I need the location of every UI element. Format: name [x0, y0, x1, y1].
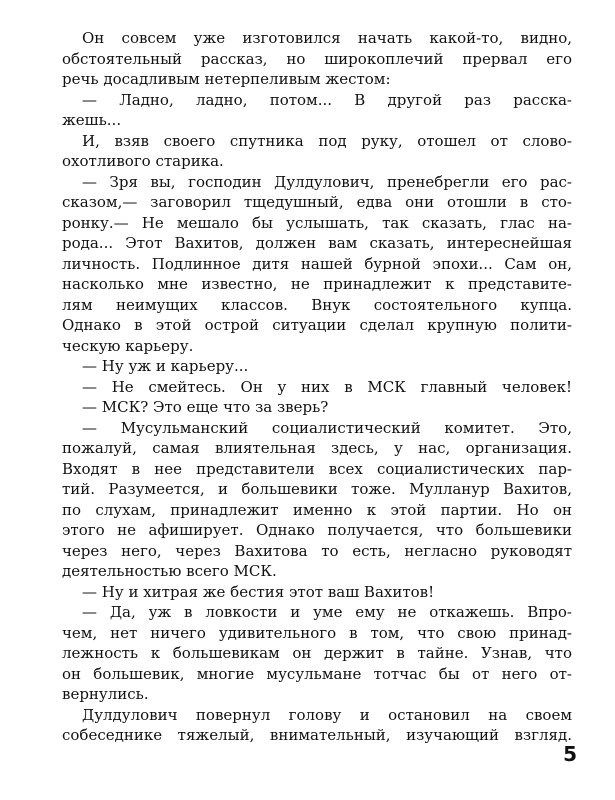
- text-line: Дулдулович повернул голову и остановил на своем: [82, 705, 572, 724]
- text-line: вернулись.: [62, 685, 149, 703]
- text-line: по слухам, принадлежит именно к этой партии. Но он: [62, 500, 572, 519]
- text-line: — Ну и хитрая же бестия этот ваш Вахитов!: [82, 582, 435, 601]
- text-line: рода... Этот Вахитов, должен вам сказать, интереснейшая: [62, 234, 572, 252]
- text-line: чем, нет ничего удивительного в том, что свою принад-: [62, 623, 572, 642]
- page-text: [62, 28, 572, 746]
- text-line: тий. Разумеется, и большевики тоже. Мулланур Вахитов,: [62, 480, 572, 498]
- text-line: через него, через Вахитова то есть, негласно руководят: [62, 541, 572, 560]
- text-line: — МСК? Это еще что за зверь?: [82, 398, 329, 416]
- text-line: жешь...: [62, 111, 122, 129]
- text-line: — Ну уж и карьеру...: [82, 357, 249, 375]
- text-line: деятельностью всего МСК.: [62, 562, 277, 580]
- text-line: Он совсем уже изготовился начать какой-то, видно,: [82, 29, 572, 47]
- text-line: насколько мне известно, не принадлежит к представите-: [62, 275, 572, 293]
- text-line: лежность к большевикам он держит в тайне. Узнав, что: [62, 644, 572, 662]
- text-line: лям неимущих классов. Внук состоятельного купца.: [62, 295, 572, 314]
- text-line: этого не афиширует. Однако получается, что большевики: [62, 521, 572, 539]
- text-line: речь досадливым нетерпеливым жестом:: [62, 70, 391, 88]
- text-line: охотливого старика.: [62, 152, 224, 170]
- text-line: ческую карьеру.: [62, 336, 194, 355]
- text-line: — Зря вы, господин Дулдулович, пренебрегли его рас-: [82, 172, 572, 191]
- text-line: И, взяв своего спутника под руку, отошел от слово-: [82, 131, 572, 150]
- text-line: Входят в нее представители всех социалистических пар-: [62, 459, 572, 478]
- text-line: пожалуй, самая влиятельная здесь, у нас, организация.: [62, 439, 572, 457]
- text-line: — Не смейтесь. Он у них в МСК главный человек!: [82, 377, 572, 396]
- text-line: Однако в этой острой ситуации сделал крупную полити-: [62, 316, 572, 334]
- text-line: — Мусульманский социалистический комитет. Это,: [82, 418, 572, 437]
- text-line: личность. Подлинное дитя нашей бурной эпохи... Сам он,: [62, 254, 572, 273]
- text-line: сказом,— заговорил тщедушный, едва они отошли в сто-: [62, 193, 572, 211]
- text-line: — Ладно, ладно, потом... В другой раз расска-: [82, 90, 572, 109]
- text-line: — Да, уж в ловкости и уме ему не откажешь. Впро-: [82, 603, 572, 621]
- text-line: обстоятельный рассказ, но широкоплечий прервал его: [62, 49, 572, 68]
- text-line: собеседнике тяжелый, внимательный, изучающий взгляд.: [62, 726, 572, 744]
- page-number: 5: [563, 742, 577, 766]
- text-line: ронку.— Не мешало бы услышать, так сказать, глас на-: [62, 213, 572, 232]
- text-line: он большевик, многие мусульмане тотчас бы от него от-: [62, 664, 572, 683]
